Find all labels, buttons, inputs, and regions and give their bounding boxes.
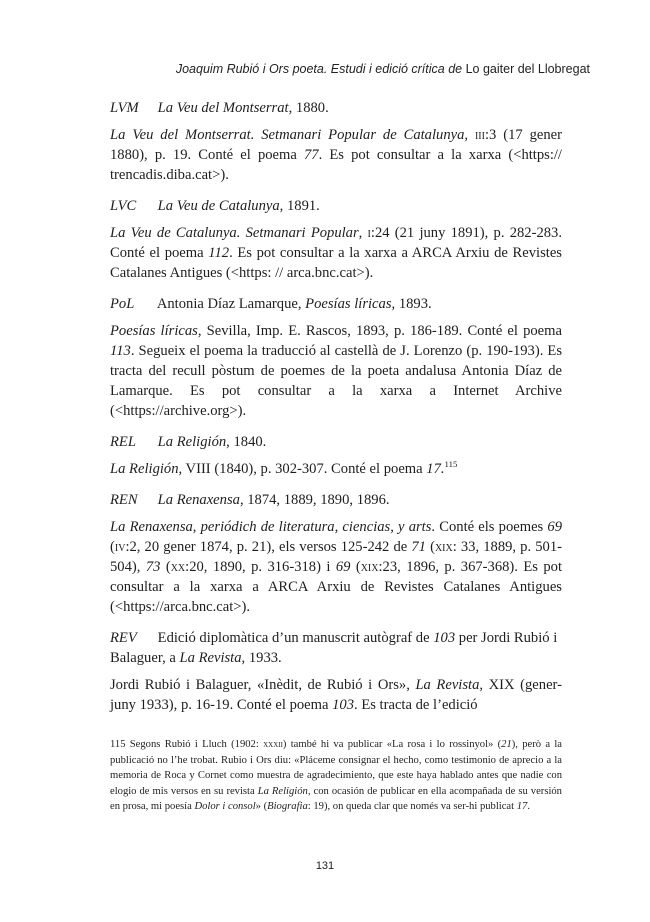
entry-description <box>110 675 562 715</box>
text-run: La Renaxensa <box>157 492 240 508</box>
entry-lvc <box>110 196 562 283</box>
text-run: 17 <box>516 801 528 813</box>
entry-description <box>110 517 562 617</box>
entry-heading <box>110 490 562 510</box>
entry-lvm <box>110 98 562 185</box>
entry-pol <box>110 294 562 421</box>
text-run: , 1874, 1889, 1890, 1896. <box>239 492 390 508</box>
text-run: . Segueix el poema la traducció al castellà de J. Lorenzo (p. 190-193). Es tracta del recull pòstum de poemes de la poeta andalusa Antonia Díaz de Lamarque. Es pot consultar a la xarxa a Internet Archive (<https://archive.org>). <box>110 343 562 419</box>
text-run: » ( <box>255 801 268 813</box>
text-run: Biografia <box>267 801 308 813</box>
text-run: , VIII (1840), p. 302-307. Conté el poema <box>178 461 427 477</box>
text-run: 77 <box>304 147 319 163</box>
siglum: PoL <box>110 296 135 312</box>
text-run: 103 <box>332 697 355 713</box>
text-run: :20, 1890, p. 316-318) i <box>185 559 336 575</box>
text-run: xx <box>170 559 186 575</box>
footnote-115 <box>110 737 562 815</box>
text-run: iv <box>114 539 126 555</box>
text-run: 21 <box>501 739 512 750</box>
text-run: La Religión <box>110 461 179 477</box>
entry-description <box>110 223 562 283</box>
entry-rev <box>110 628 562 715</box>
text-run: 115 Segons Rubió i Lluch (1902: <box>110 739 264 750</box>
entry-description <box>110 459 562 479</box>
text-run: La Renaxensa, periódich de literatura, ciencias, y arts <box>110 519 432 535</box>
entry-description <box>110 125 562 185</box>
text-run: Dolor i consol <box>194 801 256 813</box>
footnote-ref: 115 <box>444 459 458 470</box>
text-run: . Es tracta de l’edició <box>354 697 478 713</box>
text-run: Poesías líricas <box>110 323 198 339</box>
text-run: xix <box>360 559 379 575</box>
siglum: REN <box>110 492 138 508</box>
page-number: 131 <box>315 860 335 872</box>
text-run: La Veu del Montserrat. Setmanari Popular de Catalunya <box>110 127 465 143</box>
text-run: La Veu de Catalunya <box>157 198 280 214</box>
entry-ren <box>110 490 562 617</box>
entry-heading <box>110 98 562 118</box>
text-run: , 1891. <box>279 198 320 214</box>
text-run: :24 (21 juny 1891), p. 282-283. Conté el poema <box>110 225 562 261</box>
text-run: La Religión <box>157 434 227 450</box>
text-run: Poesías líricas <box>305 296 392 312</box>
text-run: ), però a la publicació no l’he trobat. Rubio i Ors diu: «Pláceme consignar el hecho, como testimonio de aprecio a la memoria de Roca y Cornet como muestra de agradecimiento, que este haya hablado antes que nadie con elogio de mis versos en su revista <box>110 739 562 797</box>
text-run: La Veu del Montserrat <box>157 100 289 116</box>
text-run: : 19), on queda clar que només va ser-hi publicat <box>307 801 517 813</box>
entry-heading <box>110 628 562 668</box>
text-run: . Es pot consultar a la xarxa (<https:// trencadis.diba.cat>). <box>110 147 562 183</box>
entry-rel <box>110 432 562 479</box>
text-run: Antonia Díaz Lamarque, <box>156 296 306 312</box>
sigla-list <box>110 98 562 726</box>
running-header-title: Lo gaiter del Llobregat <box>465 62 590 76</box>
running-header <box>110 62 590 76</box>
text-run: per Jordi Rubió i Balaguer, a <box>110 630 558 666</box>
text-run: La Revista <box>179 650 242 666</box>
text-run: La Religión <box>257 785 308 797</box>
text-run: , 1840. <box>226 434 267 450</box>
text-run: , Sevilla, Imp. E. Rascos, 1893, p. 186-189. Conté el poema <box>197 323 562 339</box>
text-run: iii <box>474 127 485 143</box>
text-run: , 1880. <box>288 100 329 116</box>
text-run: 17. <box>426 461 445 477</box>
entry-description <box>110 321 562 421</box>
text-run: :23, 1896, p. 367-368). Es pot consultar a la xarxa a ARCA Arxiu de Revistes Catalanes Antigues (<https://arca.bnc.cat>). <box>110 559 562 615</box>
text-run: , 1893. <box>391 296 432 312</box>
text-run: 71 <box>411 539 426 555</box>
text-run: ) també hi va publicar «La rosa i lo rossinyol» ( <box>282 739 502 750</box>
text-run: ( <box>350 559 361 575</box>
text-run: :3 (17 gener 1880), p. 19. Conté el poema <box>110 127 562 163</box>
text-run: , con ocasión de publicar en ella acompañada de su versión en prosa, mi poesía <box>110 785 562 813</box>
text-run: ( <box>110 539 115 555</box>
text-run: Jordi Rubió i Balaguer, «Inèdit, de Rubió i Ors», <box>110 677 416 693</box>
entry-heading <box>110 432 562 452</box>
text-run: 73 <box>145 559 161 575</box>
siglum: REL <box>110 434 136 450</box>
text-run: ( <box>160 559 171 575</box>
text-run: xxxii <box>263 739 283 750</box>
text-run: 112 <box>208 245 230 261</box>
text-run: i <box>367 225 371 241</box>
text-run: 69 <box>335 559 351 575</box>
text-run: . Conté els poemes <box>431 519 548 535</box>
text-run: . Es pot consultar a la xarxa a ARCA Arxiu de Revistes Catalanes Antigues (<https: // arca.bnc.cat>). <box>110 245 562 281</box>
text-run: , <box>464 127 475 143</box>
text-run: Edició diplomàtica d’un manuscrit autògraf de <box>157 630 434 646</box>
siglum: LVM <box>110 100 139 116</box>
text-run: 69 <box>547 519 562 535</box>
text-run: xix <box>434 539 453 555</box>
text-run: . <box>527 801 530 813</box>
running-header-prefix: Joaquim Rubió i Ors poeta. Estudi i edició crítica de <box>175 62 466 76</box>
text-run: 103 <box>433 630 456 646</box>
text-run: : 33, 1889, p. 501-504), <box>110 539 562 575</box>
entry-heading <box>110 196 562 216</box>
text-run: ( <box>425 539 435 555</box>
text-run: , <box>358 225 368 241</box>
text-run: :2, 20 gener 1874, p. 21), els versos 125-242 de <box>125 539 412 555</box>
siglum: LVC <box>110 198 137 214</box>
text-run: , 1933. <box>241 650 282 666</box>
entry-heading <box>110 294 562 314</box>
text-run: La Revista <box>415 677 480 693</box>
siglum: REV <box>110 630 137 646</box>
text-run: La Veu de Catalunya. Setmanari Popular <box>110 225 359 241</box>
text-run: , XIX (gener-juny 1933), p. 16-19. Conté el poema <box>110 677 562 713</box>
text-run: 113 <box>110 343 131 359</box>
